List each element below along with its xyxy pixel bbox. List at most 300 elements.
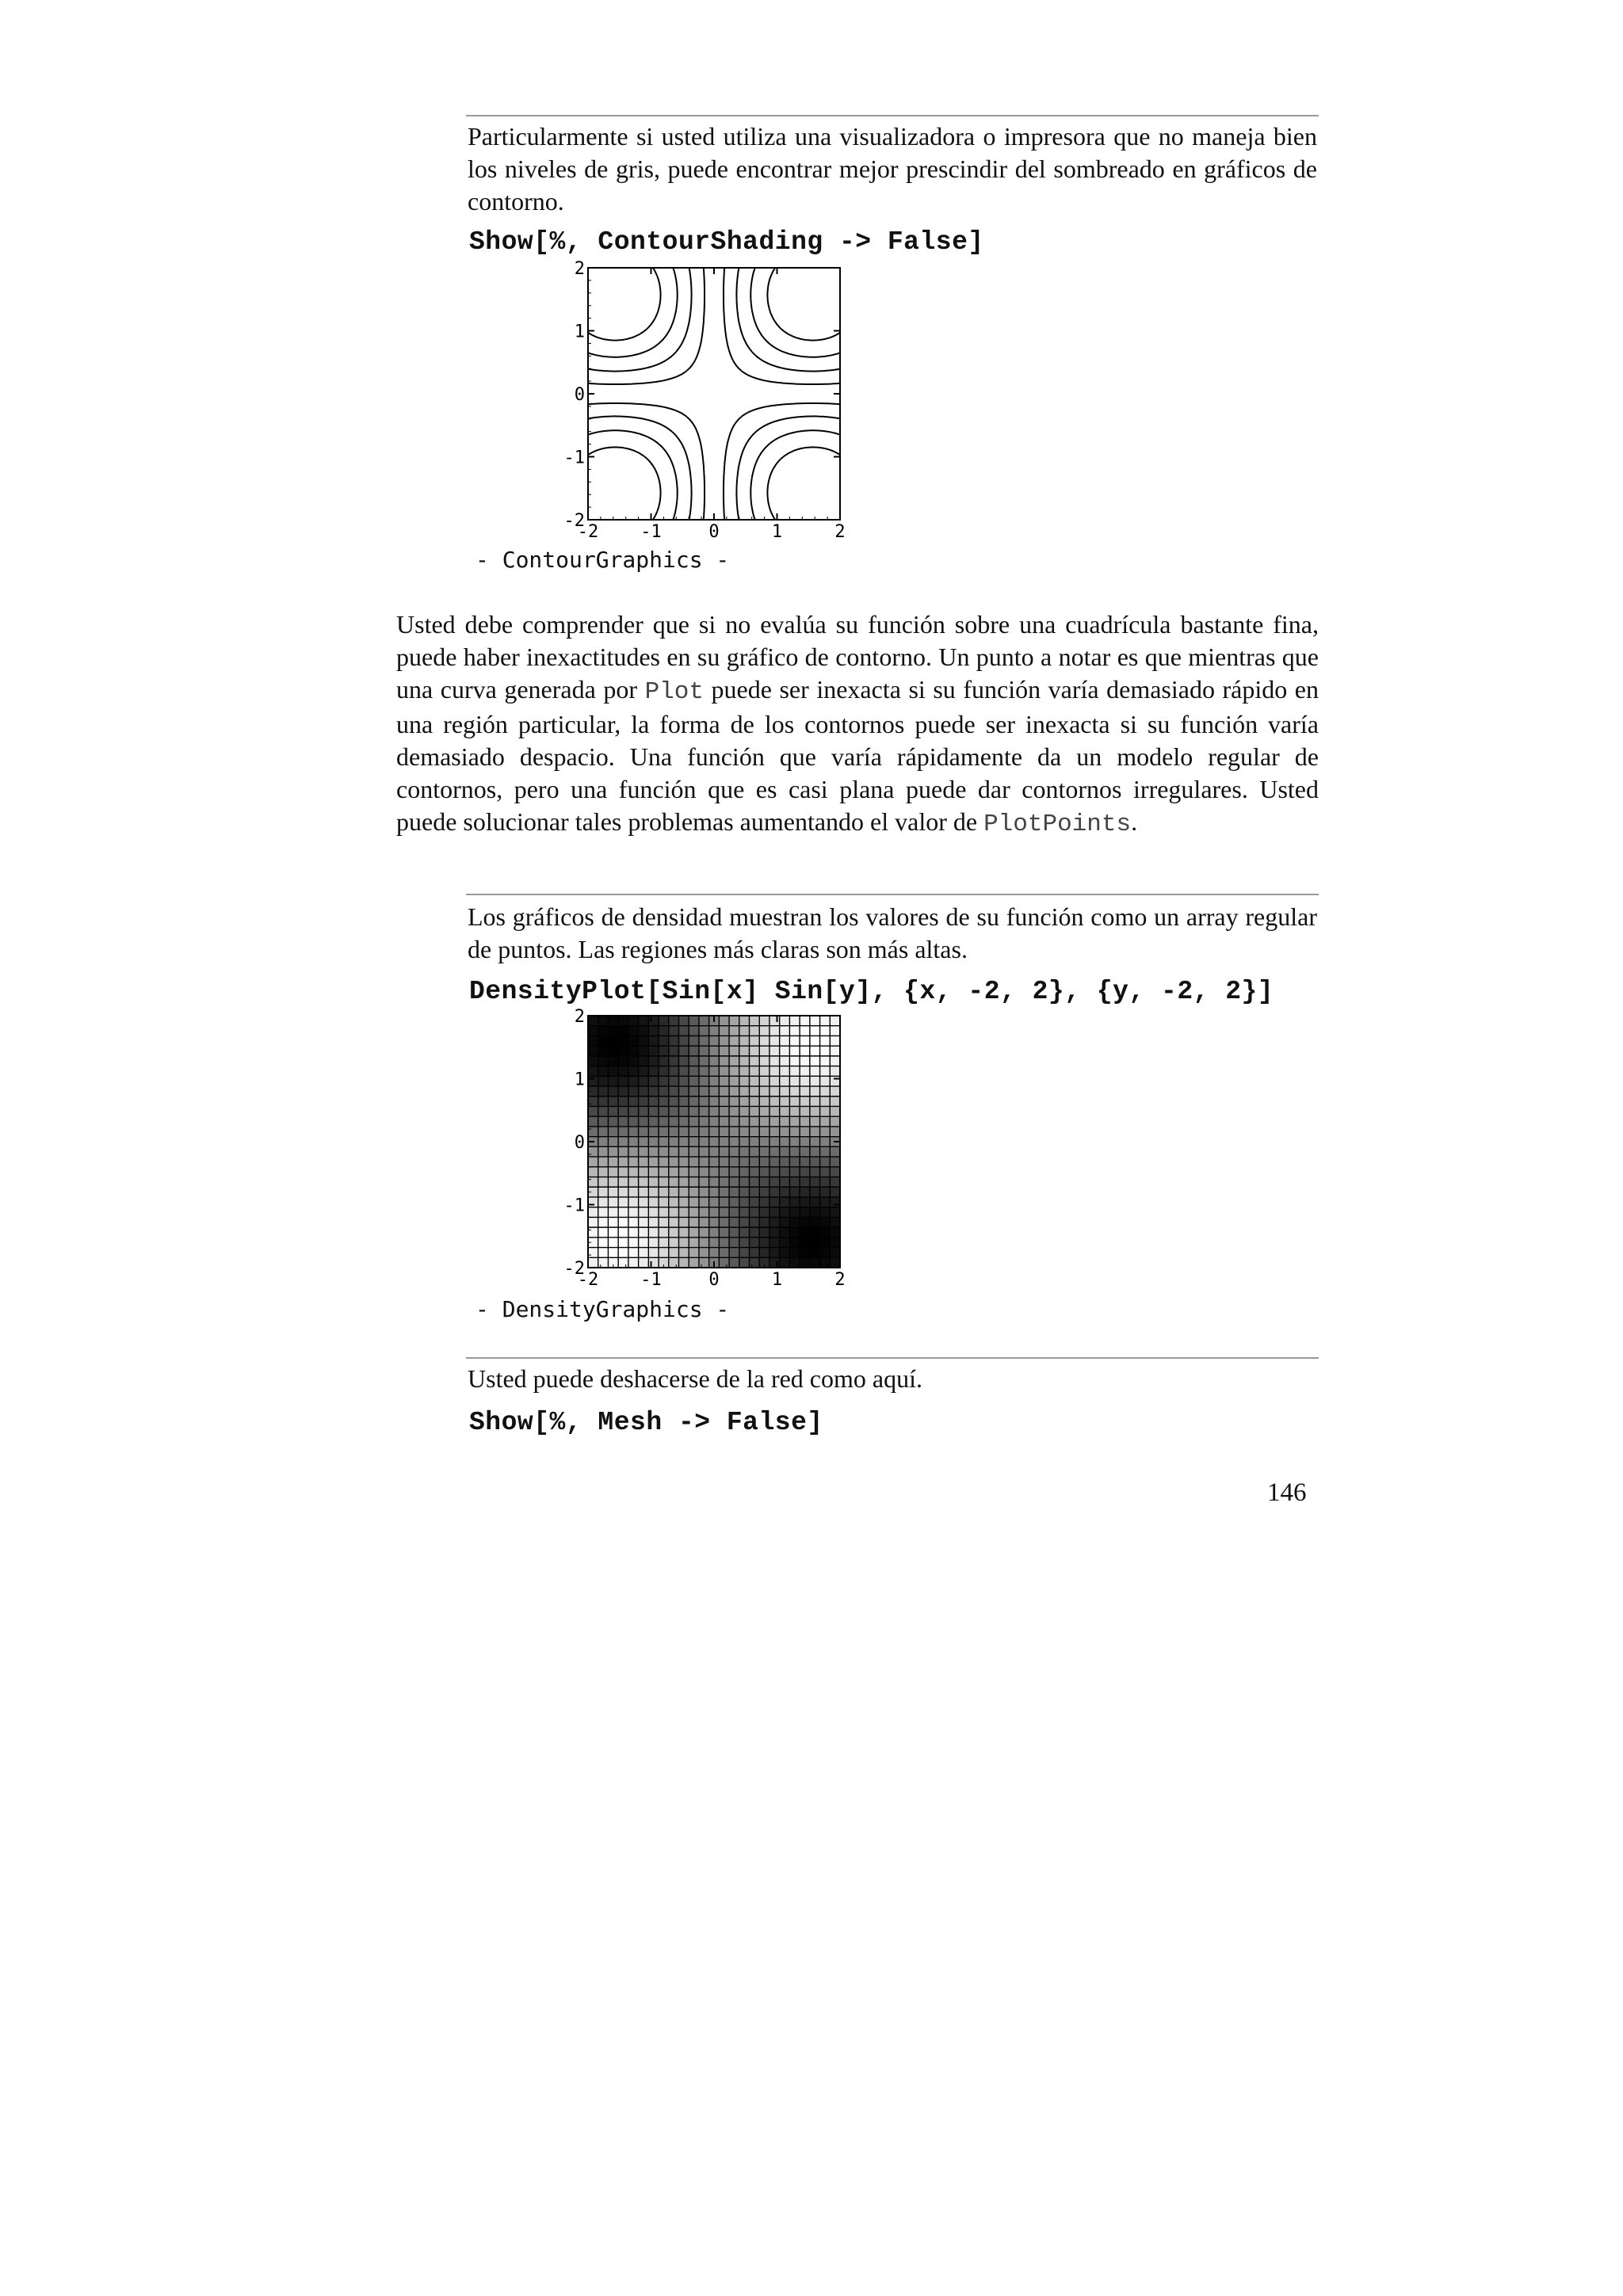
density-cell (800, 1217, 810, 1227)
density-cell (820, 1046, 831, 1056)
density-cell (699, 1116, 709, 1127)
density-cell (789, 1097, 800, 1107)
density-cell (769, 1146, 780, 1157)
density-cell (608, 1046, 618, 1056)
density-cell (759, 1086, 769, 1097)
density-cell (689, 1137, 699, 1147)
density-cell (709, 1046, 720, 1056)
density-cell (820, 1086, 831, 1097)
density-cell (588, 1177, 598, 1188)
density-cell (800, 1146, 810, 1157)
density-cell (830, 1257, 840, 1268)
density-cell (598, 1046, 609, 1056)
density-cell (789, 1056, 800, 1066)
density-cell (659, 1066, 669, 1077)
x-tick-label: -2 (577, 522, 599, 542)
density-cell (769, 1127, 780, 1137)
density-cell (830, 1167, 840, 1177)
density-cell (800, 1167, 810, 1177)
contour-line (588, 268, 840, 520)
density-cell (659, 1187, 669, 1197)
density-cell (669, 1076, 679, 1086)
density-cell (759, 1187, 769, 1197)
density-cell (759, 1026, 769, 1036)
density-cell (820, 1257, 831, 1268)
density-cell (830, 1106, 840, 1116)
density-cell (769, 1227, 780, 1238)
density-cell (588, 1046, 598, 1056)
density-cell (639, 1026, 649, 1036)
density-cell (830, 1127, 840, 1137)
density-cell (689, 1127, 699, 1137)
density-cell (598, 1217, 609, 1227)
density-cell (750, 1076, 760, 1086)
density-cell (769, 1035, 780, 1046)
density-cell (689, 1227, 699, 1238)
density-cell (729, 1026, 739, 1036)
y-tick-label: -1 (563, 448, 585, 468)
density-cell (648, 1227, 659, 1238)
density-cell (709, 1035, 720, 1046)
density-cell (618, 1046, 628, 1056)
density-cell (608, 1197, 618, 1207)
density-cell (789, 1116, 800, 1127)
density-cell (759, 1076, 769, 1086)
density-cell (789, 1016, 800, 1026)
density-cell (739, 1167, 750, 1177)
density-cell (810, 1016, 820, 1026)
density-cell (830, 1056, 840, 1066)
density-cell (598, 1056, 609, 1066)
density-cell (780, 1217, 790, 1227)
density-cell (769, 1217, 780, 1227)
density-cell (759, 1146, 769, 1157)
density-cell (659, 1097, 669, 1107)
density-cell (830, 1197, 840, 1207)
density-cell (628, 1217, 639, 1227)
density-cell (689, 1257, 699, 1268)
density-cell (769, 1187, 780, 1197)
density-cell (648, 1086, 659, 1097)
density-cell (759, 1248, 769, 1258)
density-cell (830, 1177, 840, 1188)
density-cell (669, 1257, 679, 1268)
density-cell (750, 1146, 760, 1157)
x-tick-label: -1 (640, 522, 662, 542)
density-cell (719, 1187, 729, 1197)
density-cell (769, 1016, 780, 1026)
density-cell (598, 1157, 609, 1167)
density-cell (699, 1257, 709, 1268)
density-cell (639, 1207, 649, 1218)
density-cell (820, 1248, 831, 1258)
density-cell (618, 1157, 628, 1167)
density-cell (678, 1056, 689, 1066)
density-cell (689, 1116, 699, 1127)
density-cell (820, 1035, 831, 1046)
density-cell (750, 1026, 760, 1036)
density-cell (598, 1197, 609, 1207)
density-cell (810, 1116, 820, 1127)
density-cell (699, 1217, 709, 1227)
density-cell (800, 1076, 810, 1086)
density-cell (659, 1157, 669, 1167)
contour-line (588, 268, 840, 520)
density-cell (739, 1097, 750, 1107)
density-cell (820, 1016, 831, 1026)
density-cell (659, 1106, 669, 1116)
density-cell (648, 1157, 659, 1167)
density-cell (719, 1248, 729, 1258)
density-cell (719, 1227, 729, 1238)
page-number: 146 (1267, 1478, 1307, 1507)
y-tick-label: 1 (574, 1070, 585, 1090)
density-cell (739, 1197, 750, 1207)
density-cell (830, 1217, 840, 1227)
density-cell (598, 1076, 609, 1086)
density-cell (689, 1035, 699, 1046)
density-cell (669, 1177, 679, 1188)
density-cell (789, 1066, 800, 1077)
density-cell (719, 1106, 729, 1116)
density-cell (618, 1097, 628, 1107)
x-tick-label: 1 (771, 522, 783, 542)
density-cell (598, 1026, 609, 1036)
density-cell (769, 1116, 780, 1127)
density-cell (648, 1238, 659, 1248)
density-cell (628, 1026, 639, 1036)
density-cell (739, 1207, 750, 1218)
density-cell (739, 1248, 750, 1258)
density-cell (608, 1177, 618, 1188)
density-cell (628, 1086, 639, 1097)
density-cell (699, 1046, 709, 1056)
density-cell (780, 1016, 790, 1026)
y-tick-label: -1 (563, 1196, 585, 1216)
density-cell (678, 1217, 689, 1227)
density-cell (759, 1056, 769, 1066)
density-cell (759, 1035, 769, 1046)
density-cell (830, 1086, 840, 1097)
density-cell (789, 1248, 800, 1258)
density-cell (830, 1146, 840, 1157)
density-cell (659, 1026, 669, 1036)
density-cell (759, 1116, 769, 1127)
density-cell (598, 1016, 609, 1026)
y-tick-label: 0 (574, 1133, 585, 1153)
density-cell (678, 1106, 689, 1116)
density-cell (729, 1248, 739, 1258)
density-cell (598, 1207, 609, 1218)
density-cell (739, 1056, 750, 1066)
density-cell (618, 1086, 628, 1097)
density-cell (608, 1157, 618, 1167)
density-cell (639, 1016, 649, 1026)
density-cell (739, 1137, 750, 1147)
density-cell (628, 1035, 639, 1046)
density-cell (759, 1227, 769, 1238)
density-cell (598, 1248, 609, 1258)
density-cell (618, 1076, 628, 1086)
density-cell (699, 1187, 709, 1197)
density-cell (789, 1076, 800, 1086)
density-cell (789, 1146, 800, 1157)
density-cell (588, 1248, 598, 1258)
density-cell (699, 1248, 709, 1258)
density-cell (699, 1097, 709, 1107)
density-cell (719, 1066, 729, 1077)
density-cell (608, 1207, 618, 1218)
density-cell (648, 1167, 659, 1177)
density-cell (830, 1227, 840, 1238)
density-cell (618, 1238, 628, 1248)
density-cell (709, 1248, 720, 1258)
density-cell (598, 1106, 609, 1116)
density-cell (639, 1257, 649, 1268)
density-cell (618, 1217, 628, 1227)
density-cell (588, 1167, 598, 1177)
density-cell (719, 1056, 729, 1066)
density-cell (588, 1116, 598, 1127)
density-cell (750, 1227, 760, 1238)
density-cell (789, 1035, 800, 1046)
density-cell (719, 1116, 729, 1127)
density-cell (628, 1197, 639, 1207)
density-cell (789, 1217, 800, 1227)
density-cell (830, 1238, 840, 1248)
density-cell (659, 1046, 669, 1056)
density-cell (639, 1227, 649, 1238)
density-cell (678, 1137, 689, 1147)
density-cell (789, 1238, 800, 1248)
density-cell (639, 1177, 649, 1188)
density-cell (639, 1238, 649, 1248)
density-cell (639, 1127, 649, 1137)
density-cell (618, 1187, 628, 1197)
density-cell (739, 1217, 750, 1227)
density-cell (800, 1248, 810, 1258)
density-cell (678, 1035, 689, 1046)
density-cell (608, 1127, 618, 1137)
density-cell (689, 1016, 699, 1026)
density-cell (780, 1116, 790, 1127)
x-tick-label: -2 (577, 1270, 599, 1290)
density-cell (820, 1197, 831, 1207)
density-cell (769, 1157, 780, 1167)
density-cell (699, 1076, 709, 1086)
density-cell (608, 1026, 618, 1036)
density-cell (789, 1187, 800, 1197)
density-cell (729, 1197, 739, 1207)
density-cell (639, 1137, 649, 1147)
density-cell (618, 1026, 628, 1036)
x-tick-label: 1 (771, 1270, 783, 1290)
density-cell (780, 1097, 790, 1107)
density-cell (648, 1127, 659, 1137)
density-cell (639, 1076, 649, 1086)
density-cell (598, 1146, 609, 1157)
density-cell (588, 1197, 598, 1207)
density-cell (639, 1046, 649, 1056)
contour-line (588, 268, 840, 520)
density-cell (659, 1146, 669, 1157)
density-cell (628, 1248, 639, 1258)
density-cell (780, 1076, 790, 1086)
density-cell (709, 1127, 720, 1137)
density-cell (648, 1046, 659, 1056)
contour-line (588, 268, 840, 520)
density-cell (820, 1116, 831, 1127)
density-cell (639, 1146, 649, 1157)
density-cell (608, 1016, 618, 1026)
density-cell (800, 1227, 810, 1238)
density-cell (648, 1076, 659, 1086)
density-cell (618, 1207, 628, 1218)
density-cell (618, 1066, 628, 1077)
density-cell (588, 1106, 598, 1116)
density-cell (789, 1167, 800, 1177)
density-cell (709, 1167, 720, 1177)
density-cell (628, 1257, 639, 1268)
density-cell (699, 1056, 709, 1066)
density-cell (719, 1207, 729, 1218)
density-cell (608, 1066, 618, 1077)
density-cell (780, 1137, 790, 1147)
density-cell (800, 1026, 810, 1036)
density-cell (628, 1146, 639, 1157)
density-cell (739, 1238, 750, 1248)
density-cell (789, 1227, 800, 1238)
density-cell (648, 1248, 659, 1258)
density-cell (820, 1146, 831, 1157)
density-cell (739, 1227, 750, 1238)
density-cell (780, 1035, 790, 1046)
density-cell (719, 1035, 729, 1046)
density-cell (810, 1217, 820, 1227)
density-cell (598, 1167, 609, 1177)
density-cell (628, 1016, 639, 1026)
x-tick-label: 2 (834, 1270, 846, 1290)
density-cell (789, 1106, 800, 1116)
density-cell (830, 1207, 840, 1218)
x-tick-label: 0 (708, 522, 720, 542)
density-cell (659, 1177, 669, 1188)
density-cell (608, 1227, 618, 1238)
density-cell (618, 1035, 628, 1046)
density-cell (608, 1035, 618, 1046)
density-cell (669, 1127, 679, 1137)
density-cell (659, 1137, 669, 1147)
density-cell (699, 1157, 709, 1167)
density-cell (789, 1197, 800, 1207)
density-cell (598, 1257, 609, 1268)
density-cell (639, 1157, 649, 1167)
density-cell (820, 1227, 831, 1238)
density-cell (709, 1116, 720, 1127)
density-cell (678, 1097, 689, 1107)
density-cell (750, 1106, 760, 1116)
density-cell (800, 1097, 810, 1107)
density-cell (759, 1066, 769, 1077)
density-cell (678, 1177, 689, 1188)
density-cell (699, 1066, 709, 1077)
density-cell (729, 1257, 739, 1268)
density-cell (769, 1086, 780, 1097)
density-cell (709, 1157, 720, 1167)
density-cell (699, 1035, 709, 1046)
density-cell (780, 1157, 790, 1167)
density-cell (729, 1056, 739, 1066)
contour-line (588, 268, 840, 520)
density-cell (739, 1257, 750, 1268)
density-cell (820, 1238, 831, 1248)
density-cell (689, 1167, 699, 1177)
density-cell (588, 1157, 598, 1167)
density-cell (780, 1127, 790, 1137)
density-cell (628, 1056, 639, 1066)
density-cell (719, 1127, 729, 1137)
density-cell (709, 1106, 720, 1116)
density-cell (618, 1127, 628, 1137)
density-cell (709, 1076, 720, 1086)
density-cell (810, 1197, 820, 1207)
x-tick-label: -1 (640, 1270, 662, 1290)
density-cell (618, 1167, 628, 1177)
density-cell (628, 1167, 639, 1177)
contour-graphics-caption: - ContourGraphics - (475, 547, 730, 573)
density-graphics-caption: - DensityGraphics - (475, 1296, 730, 1322)
density-cell (699, 1207, 709, 1218)
density-cell (678, 1127, 689, 1137)
density-cell (678, 1257, 689, 1268)
density-cell (678, 1046, 689, 1056)
density-cell (689, 1207, 699, 1218)
density-cell (810, 1127, 820, 1137)
density-cell (639, 1187, 649, 1197)
density-cell (648, 1116, 659, 1127)
density-cell (759, 1137, 769, 1147)
density-cell (648, 1187, 659, 1197)
contour-line (588, 268, 840, 520)
density-cell (689, 1197, 699, 1207)
density-cell (780, 1177, 790, 1188)
density-cell (699, 1026, 709, 1036)
density-cell (729, 1238, 739, 1248)
density-cell (689, 1026, 699, 1036)
density-cell (759, 1217, 769, 1227)
density-cell (669, 1137, 679, 1147)
density-cell (618, 1106, 628, 1116)
density-cell (789, 1257, 800, 1268)
density-cell (810, 1187, 820, 1197)
density-cell (699, 1238, 709, 1248)
density-cell (759, 1197, 769, 1207)
density-cell (678, 1146, 689, 1157)
density-cell (699, 1106, 709, 1116)
density-cell (769, 1167, 780, 1177)
density-cell (780, 1106, 790, 1116)
density-cell (699, 1016, 709, 1026)
density-cell (659, 1248, 669, 1258)
density-cell (669, 1086, 679, 1097)
density-cell (810, 1056, 820, 1066)
density-cell (750, 1257, 760, 1268)
density-cell (608, 1217, 618, 1227)
density-cell (669, 1026, 679, 1036)
density-cell (608, 1116, 618, 1127)
density-cell (719, 1157, 729, 1167)
density-cell (648, 1066, 659, 1077)
